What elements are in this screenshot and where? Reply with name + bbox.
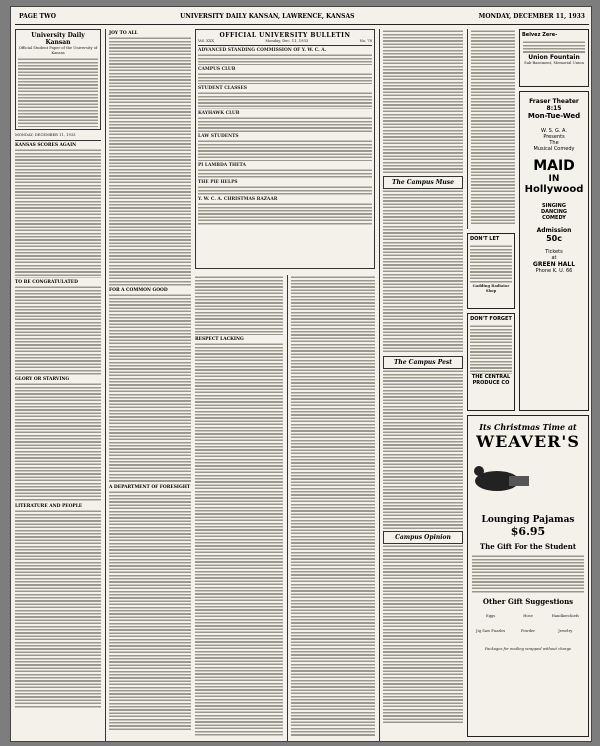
bulletin-text [198,168,372,178]
campus-opinion-box [383,531,463,544]
theater-name: Fraser Theater [529,98,579,105]
ad-text [523,40,585,54]
product-price: $6.95 [510,525,546,538]
tickets-label: Tickets [545,249,563,255]
ad-footer: Packages for mailing wrapped without charge [484,647,572,652]
bulletin-item: PI LAMBDA THETA [198,162,246,168]
newspaper-name: UNIVERSITY DAILY KANSAN, LAWRENCE, KANSAS [180,13,355,20]
admission-price: 50c [546,234,562,243]
gift-item: Jig Saw Puzzles [476,628,506,633]
divider [15,140,101,141]
editorial-text [109,490,191,730]
editorial-text [15,148,101,278]
bulletin-text [198,53,372,65]
official-bulletin [195,29,375,269]
editorial-heading: LITERATURE AND PEOPLE [15,503,83,509]
bulletin-text [198,72,372,84]
ad-store-name: Gadding Radiator Shop [472,284,510,293]
weavers-title: Its Christmas Time at [479,422,577,432]
masthead-title: University Daily Kansan [31,32,85,46]
editorial-text [15,285,101,375]
campus-opinion-heading: Campus Opinion [395,534,451,541]
feature-singing: SINGING [542,203,566,209]
bulletin-date: Monday, Dec. 11, 1933 [265,39,309,43]
campus-pest-heading: The Campus Pest [393,359,453,366]
editorial-heading: JOY TO ALL [109,31,138,36]
campus-muse-box [383,176,463,189]
admission-label: Admission [536,227,572,234]
gift-item: Jewelry [558,628,573,633]
page-number: PAGE TWO [19,13,56,20]
editorial-heading: KANSAS SCORES AGAIN [15,142,77,148]
fraser-theater-ad [519,91,589,411]
gift-item: Handkerchiefs [551,614,580,618]
column-editorial-1 [15,29,101,741]
gift-headline: The Gift For the Student [479,542,577,551]
presenter: W. S. G. A. [541,128,567,134]
letter-text [383,544,463,724]
masthead-staff-listing [18,57,98,127]
bulletin-text [198,139,372,161]
ad-headline: DON'T LET [470,236,500,242]
bulletin-number: No. 78 [359,39,372,43]
ad-text [470,324,512,374]
the: The [549,140,559,146]
article-text [471,29,515,225]
editorial-text [109,36,191,286]
belvezer-ad [519,29,589,87]
product-name: Lounging Pajamas [481,515,575,525]
article-text [383,29,463,174]
show-title-in: IN [548,174,560,184]
bulletin-item: STUDENT CLASSES [198,85,247,91]
masthead-date: MONDAY, DECEMBER 11, 1933 [15,133,76,138]
ad-location: Sub-Basement, Memorial Union [524,61,584,65]
gift-item: Eggs [486,614,496,618]
bulletin-volume: Vol. XXX [198,39,214,43]
presents: Presents [543,134,565,140]
bulletin-item: Y. W. C. A. CHRISTMAS BAZAAR [198,196,278,202]
musical-comedy: Musical Comedy [533,146,575,152]
masthead [15,29,101,130]
feature-comedy: COMEDY [542,215,566,221]
ad-store-name: Union Fountain [528,54,580,61]
bulletin-title: OFFICIAL UNIVERSITY BULLETIN [219,32,351,39]
editorial-text [109,293,191,483]
gift-item: Hose [523,614,533,618]
central-produce-ad [467,313,515,411]
editorial-heading: A DEPARTMENT OF FORESIGHT [109,485,191,490]
bulletin-item: CAMPUS CLUB [198,66,236,72]
other-gifts-heading: Other Gift Suggestions [482,597,574,606]
campus-pest-box [383,356,463,369]
editorial-text [15,382,101,502]
bulletin-item: KAYHAWK CLUB [198,110,240,116]
bulletin-item: THE PIE HELPS [198,179,238,185]
bulletin-text [198,185,372,195]
article-text [383,369,463,529]
show-title-maid: MAID [533,158,575,174]
column-features [379,29,463,741]
editorial-heading: GLORY OR STARVING [15,376,70,382]
article-heading: RESPECT LACKING [195,337,244,342]
pajama-figure-illustration [469,451,587,511]
page-header [15,9,589,25]
tickets-at: at [551,255,557,261]
bulletin-item: LAW STUDENTS [198,133,239,139]
ticket-phone: Phone K. U. 66 [535,268,573,274]
bulletin-text [198,91,372,109]
show-title-hollywood: Hollywood [524,184,584,195]
ticket-venue: GREEN HALL [532,261,576,268]
ad-headline: Belvez Zere- [522,32,558,38]
radiator-shop-ad [467,233,515,309]
article-text [195,342,283,736]
column-6-top [467,29,515,229]
article-text [291,275,375,737]
weavers-ad [467,415,589,737]
ad-text [470,244,512,284]
ad-store-name: THE CENTRAL PRODUCE CO [471,374,511,386]
editorial-heading: FOR A COMMON GOOD [109,288,168,293]
weavers-store: WEAVER'S [476,432,580,451]
bulletin-text [198,116,372,132]
newspaper-page [10,6,592,742]
bulletin-text [198,202,372,226]
gift-item: Powder [520,628,535,633]
show-time: 8:15 [546,105,562,112]
column-3-lower [195,275,283,741]
bulletin-item: ADVANCED STANDING COMMISSION OF Y. W. C. A. [198,47,327,53]
ad-body-text [472,554,584,594]
masthead-subtitle: Official Student Paper of the University of Kansas [18,46,98,55]
campus-muse-heading: The Campus Muse [392,179,454,186]
column-editorial-2 [105,29,191,741]
poem-text [383,189,463,354]
show-days: Mon-Tue-Wed [527,112,581,120]
editorial-text [15,509,101,709]
feature-dancing: DANCING [540,209,568,215]
column-4-lower [287,275,375,741]
ad-headline: DON'T FORGET [470,316,512,322]
issue-date: MONDAY, DECEMBER 11, 1933 [478,13,585,20]
editorial-heading: TO BE CONGRATULATED [15,279,78,285]
article-text [195,275,283,335]
